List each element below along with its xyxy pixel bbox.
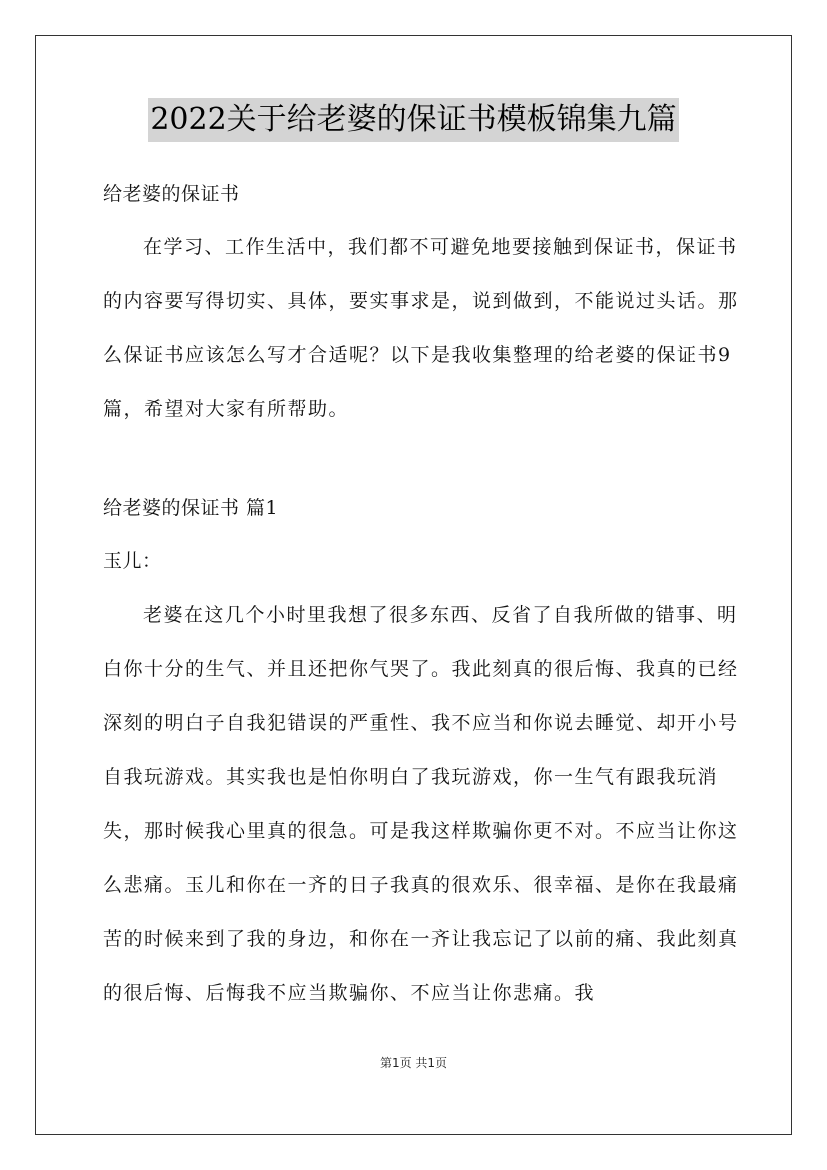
- subheading: 给老婆的保证书: [103, 183, 240, 205]
- page-footer: [0, 1054, 827, 1071]
- page-number-label: 第1页 共1页: [379, 1056, 448, 1070]
- body-paragraph-block: [103, 588, 743, 1020]
- document-title: 2022关于给老婆的保证书模板锦集九篇: [148, 98, 678, 142]
- section-heading: 给老婆的保证书 篇1: [103, 497, 279, 519]
- title-area: [0, 98, 827, 142]
- body-paragraph: 老婆在这几个小时里我想了很多东西、反省了自我所做的错事、明白你十分的生气、并且还把你气哭了。我此刻真的很后悔、我真的已经深刻的明白子自我犯错误的严重性、我不应当和你说去睡觉、却开小号自我玩游戏。其实我也是怕你明白了我玩游戏，你一生气有跟我玩消失，那时候我心里真的很急。可是我这样欺骗你更不对。不应当让你这么悲痛。玉儿和你在一齐的日子我真的很欢乐、很幸福、是你在我最痛苦的时候来到了我的身边，和你在一齐让我忘记了以前的痛、我此刻真的很后悔、后悔我不应当欺骗你、不应当让你悲痛。我: [103, 604, 739, 1004]
- intro-paragraph: 在学习、工作生活中，我们都不可避免地要接触到保证书，保证书的内容要写得切实、具体，要实事求是，说到做到，不能说过头话。那么保证书应该怎么写才合适呢？以下是我收集整理的给老婆的保证书9篇，希望对大家有所帮助。: [103, 236, 739, 420]
- document-body: [103, 170, 743, 1020]
- salutation: 玉儿：: [103, 550, 162, 572]
- intro-paragraph-block: [103, 220, 743, 436]
